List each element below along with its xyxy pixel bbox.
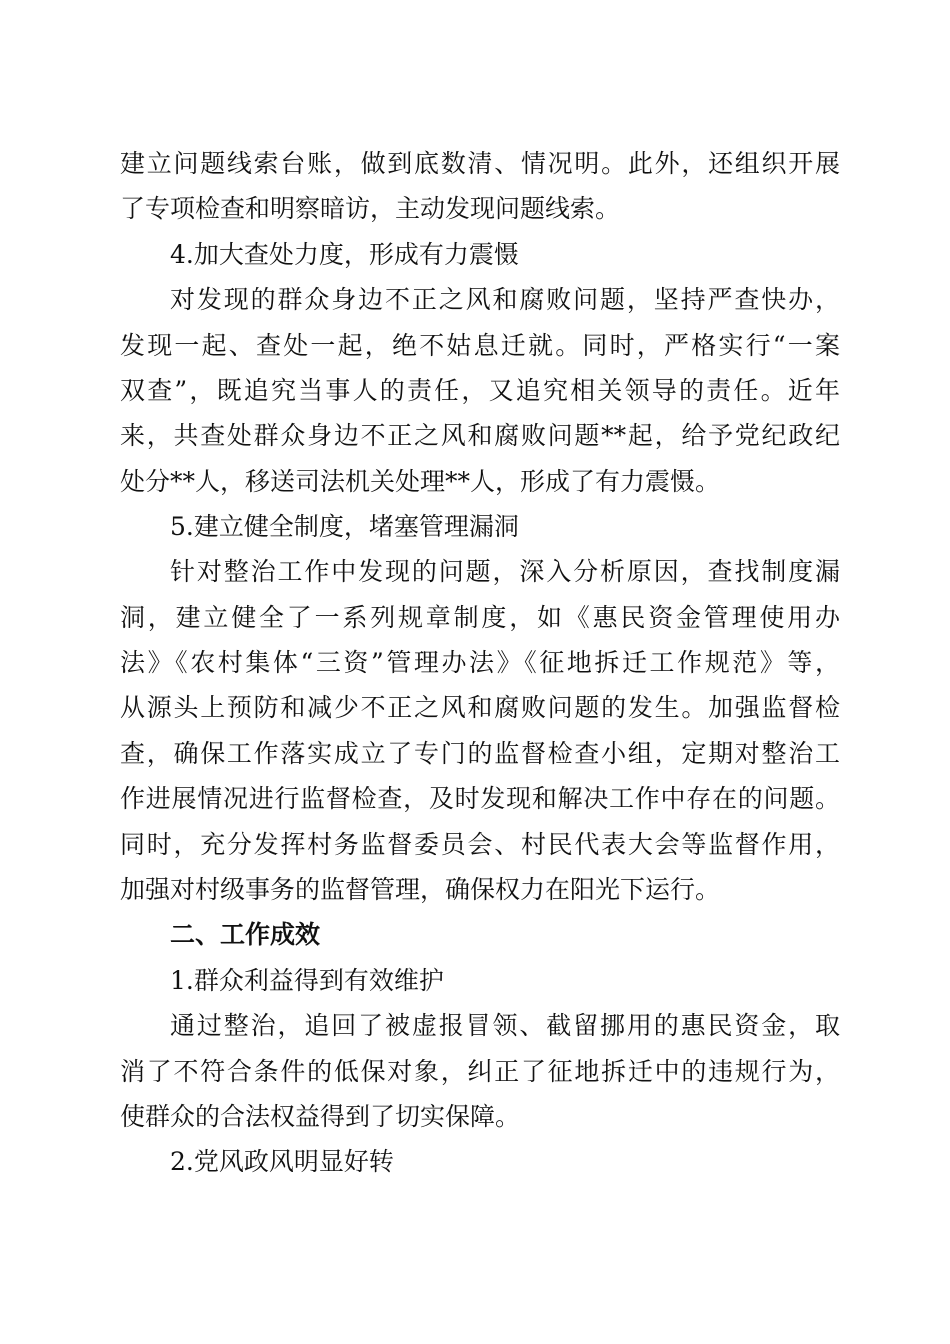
- paragraph-line: 发现一起、查处一起，绝不姑息迁就。同时，严格实行“一案: [120, 331, 840, 360]
- paragraph-line: 使群众的合法权益得到了切实保障。: [120, 1102, 521, 1131]
- subheading-5: 5.建立健全制度，堵塞管理漏洞: [170, 512, 519, 541]
- paragraph-line: 双查”，既追究当事人的责任，又追究相关领导的责任。近年: [120, 376, 840, 405]
- subheading-2-2: 2.党风政风明显好转: [170, 1147, 394, 1176]
- paragraph-line: 通过整治，追回了被虚报冒领、截留挪用的惠民资金，取: [170, 1011, 840, 1040]
- paragraph-line: 对发现的群众身边不正之风和腐败问题，坚持严查快办，: [170, 285, 840, 314]
- paragraph-line: 来，共查处群众身边不正之风和腐败问题**起，给予党纪政纪: [120, 421, 840, 450]
- paragraph-line: 作进展情况进行监督检查，及时发现和解决工作中存在的问题。: [120, 784, 840, 813]
- paragraph-line: 了专项检查和明察暗访，主动发现问题线索。: [120, 194, 621, 223]
- paragraph-line: 从源头上预防和减少不正之风和腐败问题的发生。加强监督检: [120, 693, 840, 722]
- subheading-4: 4.加大查处力度，形成有力震慑: [170, 240, 519, 269]
- paragraph-line: 建立问题线索台账，做到底数清、情况明。此外，还组织开展: [120, 149, 840, 178]
- subheading-2-1: 1.群众利益得到有效维护: [170, 966, 444, 995]
- paragraph-line: 洞，建立健全了一系列规章制度，如《惠民资金管理使用办: [120, 603, 840, 632]
- paragraph-line: 查，确保工作落实成立了专门的监督检查小组，定期对整治工: [120, 739, 840, 768]
- paragraph-line: 加强对村级事务的监督管理，确保权力在阳光下运行。: [120, 875, 721, 904]
- paragraph-line: 同时，充分发挥村务监督委员会、村民代表大会等监督作用，: [120, 830, 840, 859]
- paragraph-line: 处分**人，移送司法机关处理**人，形成了有力震慑。: [120, 467, 721, 496]
- section-heading: 二、工作成效: [170, 920, 321, 949]
- paragraph-line: 法》《农村集体“三资”管理办法》《征地拆迁工作规范》等，: [120, 648, 840, 677]
- paragraph-line: 针对整治工作中发现的问题，深入分析原因，查找制度漏: [170, 557, 840, 586]
- paragraph-line: 消了不符合条件的低保对象，纠正了征地拆迁中的违规行为，: [120, 1057, 840, 1086]
